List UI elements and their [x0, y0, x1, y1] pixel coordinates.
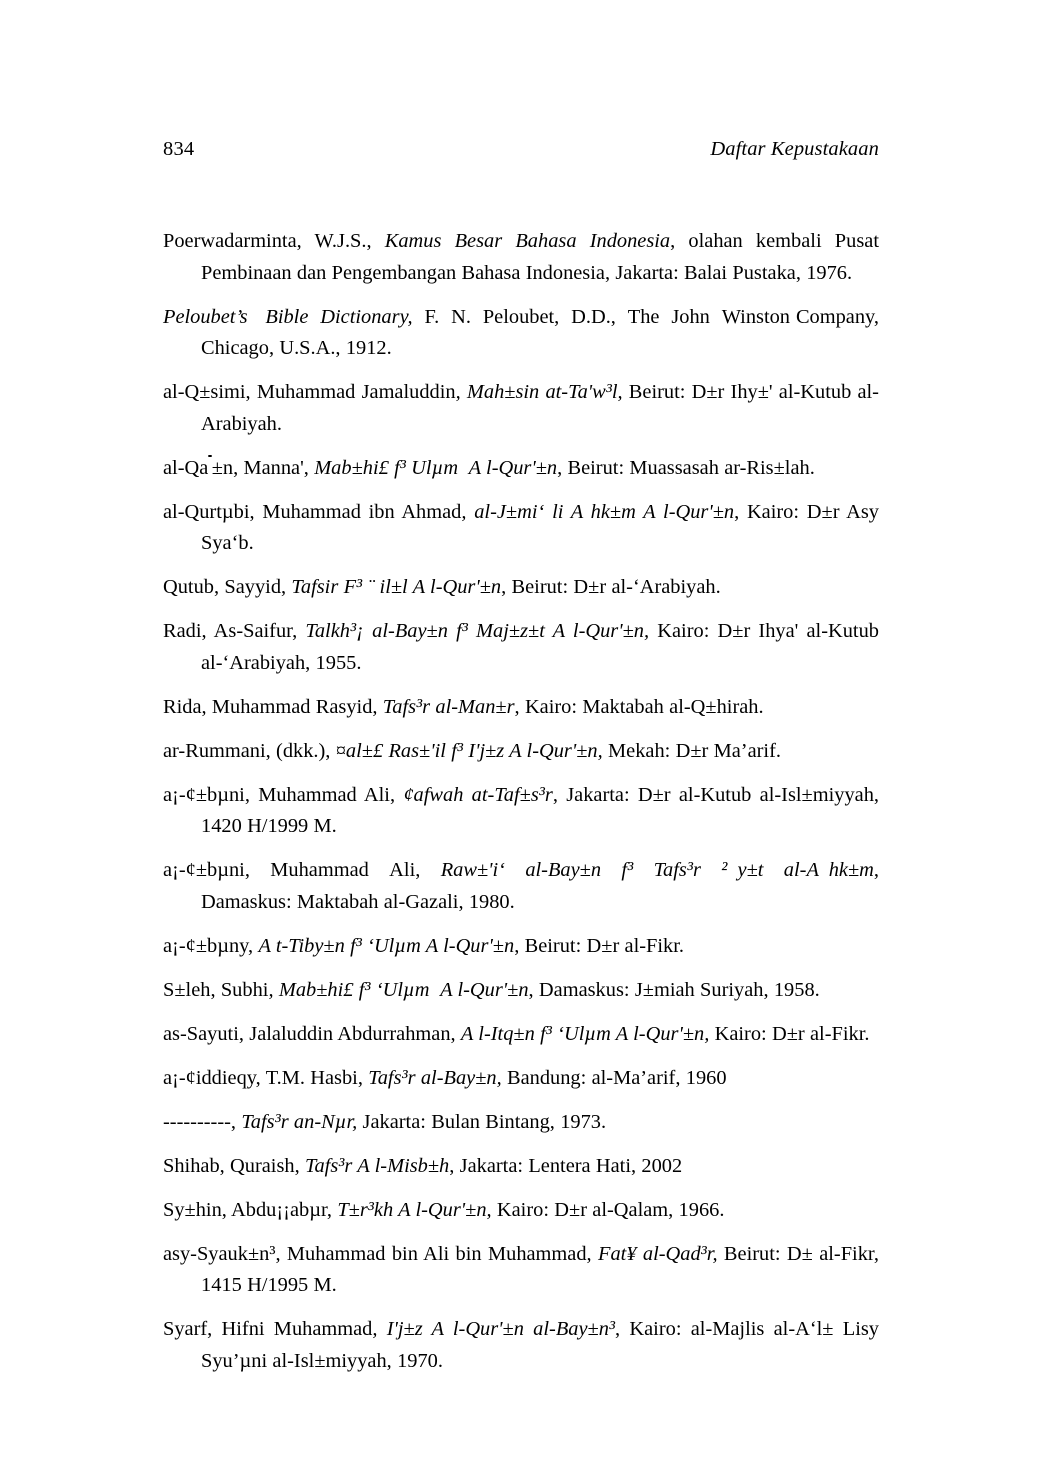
- page-header: [163, 138, 879, 161]
- page-number: 834: [163, 138, 195, 160]
- bibliography-entry: Sy±hin, Abdu¡¡abµr, T±r³kh A l-Qur'±n, Kairo: D±r al-Qalam, 1966.: [163, 1198, 725, 1221]
- bibliography-entry: S±leh, Subhi, Mab±hi£ f³ ‘Ulµm A l-Qur'±n, Damaskus: J±miah Suriyah, 1958.: [163, 978, 820, 1001]
- bibliography-entry: a¡-¢iddieqy, T.M. Hasbi, Tafs³r al-Bay±n, Bandung: al-Ma’arif, 1960: [163, 1066, 727, 1089]
- bibliography-entry: a¡-¢±bµni, Muhammad Ali, ¢afwah at-Taf±s³r, Jakarta: D±r al-Kutub al-Isl±miyyah, 1420 H/1999 M.: [163, 783, 879, 837]
- bibliography-entry: ----------, Tafs³r an-Nµr, Jakarta: Bulan Bintang, 1973.: [163, 1110, 607, 1133]
- bibliography-entry: Radi, As-Saifur, Talkh³¡ al-Bay±n f³ Maj±z±t A l-Qur'±n, Kairo: D±r Ihya' al-Kutub al-‘Arabiyah, 1955.: [163, 620, 879, 674]
- running-head-title: Daftar Kepustakaan: [710, 138, 879, 160]
- bibliography-entry: a¡-¢±bµny, A t-Tiby±n f³ ‘Ulµm A l-Qur'±n, Beirut: D±r al-Fikr.: [163, 934, 685, 957]
- bibliography-entry: ar-Rummani, (dkk.), ¤al±£ Ras±'il f³ I'j±z A l-Qur'±n, Mekah: D±r Ma’arif.: [163, 739, 781, 762]
- bibliography-list: [163, 226, 879, 1377]
- bibliography-entry: as-Sayuti, Jalaluddin Abdurrahman, A l-Itq±n f³ ‘Ulµm A l-Qur'±n, Kairo: D±r al-Fikr.: [163, 1022, 870, 1045]
- bibliography-entry: asy-Syauk±n³, Muhammad bin Ali bin Muhammad, Fat¥ al-Qad³r, Beirut: D± al-Fikr, 1415 H/1995 M.: [163, 1242, 879, 1296]
- bibliography-entry: a¡-¢±bµni, Muhammad Ali, Raw±'i‘ al-Bay±n f³ Tafs³r ² y±t al-A hk±m, Damaskus: Maktabah al-Gazali, 1980.: [163, 859, 879, 913]
- bibliography-entry: Rida, Muhammad Rasyid, Tafs³r al-Man±r, Kairo: Maktabah al-Q±hirah.: [163, 695, 764, 718]
- bibliography-entry: al-Qurtµbi, Muhammad ibn Ahmad, al-J±mi‘ li A hk±m A l-Qur'±n, Kairo: D±r Asy Sya‘b.: [163, 500, 879, 554]
- bibliography-entry: Peloubet’s Bible Dictionary, F. N. Peloubet, D.D., The John Winston Company, Chicago, U.S.A., 1912.: [163, 305, 880, 359]
- bibliography-entry: Syarf, Hifni Muhammad, I'j±z A l-Qur'±n al-Bay±n³, Kairo: al-Majlis al-A‘l± Lisy Syu’µni al-Isl±miyyah, 1970.: [163, 1318, 879, 1372]
- bibliography-entry: Qutub, Sayyid, Tafsir F³ ¨ il±l A l-Qur'±n, Beirut: D±r al-‘Arabiyah.: [163, 576, 721, 598]
- bibliography-entry: Shihab, Quraish, Tafs³r A l-Misb±h, Jakarta: Lentera Hati, 2002: [163, 1154, 683, 1177]
- bibliography-entry: al-Qa ±n, Manna', Mab±hi£ f³ Ulµm A l-Qur'±n, Beirut: Muassasah ar-Ris±lah.: [163, 456, 815, 479]
- bibliography-entry: Poerwadarminta, W.J.S., Kamus Besar Bahasa Indonesia, olahan kembali Pusat Pembinaan dan Pengembangan Bahasa Indonesia, Jakarta: Balai Pustaka, 1976.: [163, 230, 879, 284]
- bibliography-entry: al-Q±simi, Muhammad Jamaluddin, Mah±sin at-Ta'w³l, Beirut: D±r Ihy±' al-Kutub al-Arabiyah.: [163, 381, 879, 435]
